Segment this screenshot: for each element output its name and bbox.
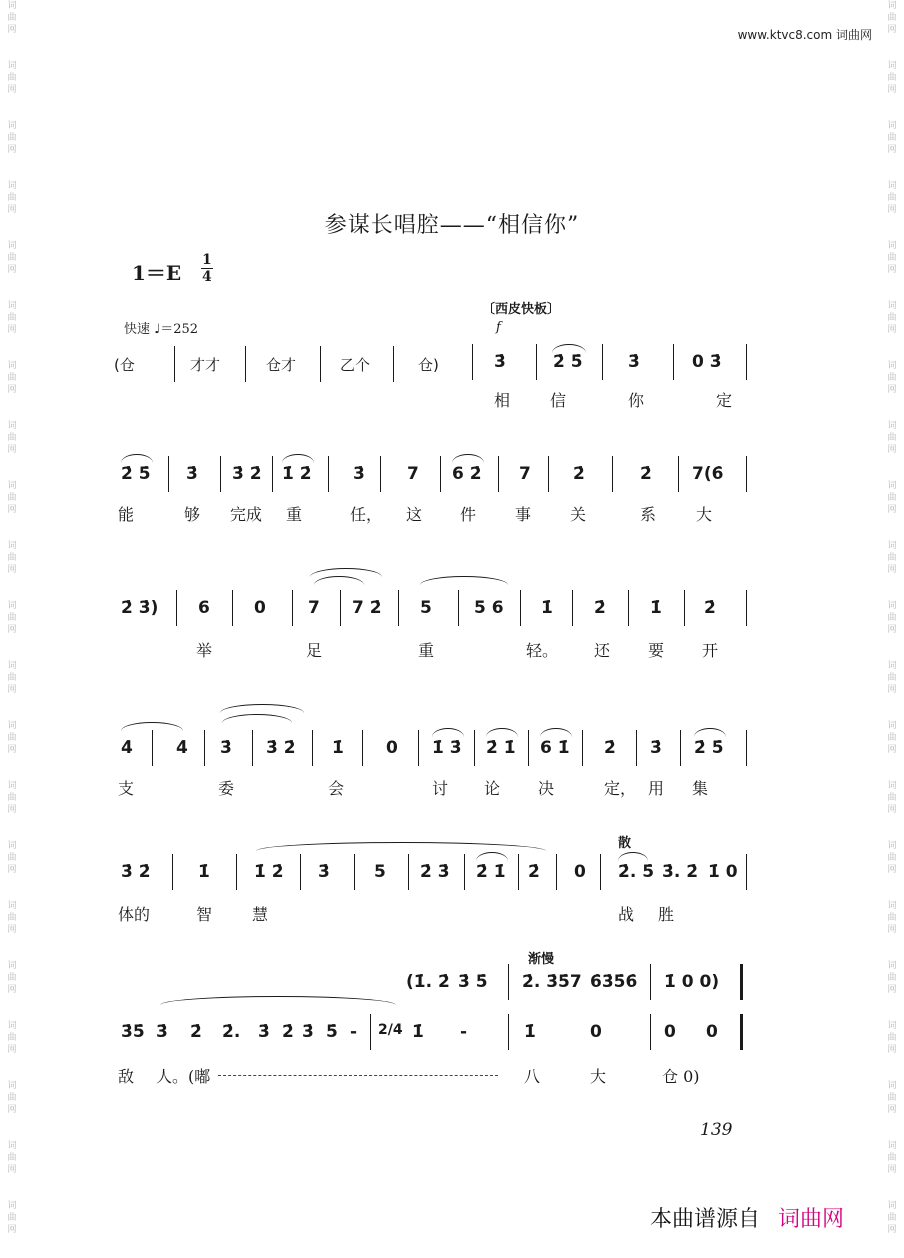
watermark-text: 词曲网 (887, 541, 897, 575)
lyric: 足 (306, 641, 323, 660)
note: 2̇ 5̇ (694, 738, 724, 758)
barline (746, 590, 747, 626)
note: (仓 (114, 356, 135, 374)
barline (612, 456, 613, 492)
note: 乙个 (340, 356, 371, 374)
lyric: 能 (118, 505, 135, 524)
note: 7(6̇ (692, 464, 724, 484)
lyric: 系 (640, 505, 657, 524)
note: 2̇ (640, 464, 652, 484)
barline (520, 590, 521, 626)
key-signature: 1＝E (132, 261, 182, 285)
dynamic-marking: f (496, 320, 501, 335)
lyric: 慧 (252, 905, 269, 924)
watermark-text: 词曲网 (887, 181, 897, 215)
watermark-text: 词曲网 (7, 121, 17, 155)
note: 1̇ (650, 598, 662, 618)
lyric: 人。(嘟 (156, 1067, 211, 1086)
barline (572, 590, 573, 626)
page-title: 参谋长唱腔——“相信你” (324, 213, 580, 238)
note: 1̇ (524, 1022, 536, 1042)
watermark-text: 词曲网 (887, 121, 897, 155)
slur (618, 852, 648, 861)
barline (320, 346, 321, 382)
note: 0 (574, 862, 586, 882)
meter-denominator: 4 (202, 269, 212, 285)
note: 4̇ (121, 738, 133, 758)
watermark-text: 词曲网 (887, 361, 897, 395)
note: 仓) (418, 356, 439, 374)
slur (256, 842, 546, 851)
note: 2̇ (573, 464, 585, 484)
barline (174, 346, 175, 382)
lyric: 这 (406, 505, 423, 524)
slur (432, 728, 464, 737)
note: 6 (198, 598, 210, 618)
slur (314, 576, 364, 585)
lyric: 举 (196, 641, 213, 660)
watermark-text: 词曲网 (887, 961, 897, 995)
system-1 (0, 340, 904, 430)
lyric: 论 (484, 779, 501, 798)
lyric: 八 (524, 1067, 541, 1086)
watermark-text: 词曲网 (887, 1141, 897, 1175)
watermark-text: 词曲网 (887, 1201, 897, 1235)
watermark-text: 词曲网 (887, 1021, 897, 1055)
note: 2̇ (604, 738, 616, 758)
barline (746, 854, 747, 890)
watermark-text: 词曲网 (7, 541, 17, 575)
lyric: 定， (604, 779, 637, 798)
barline (740, 1014, 743, 1050)
slur (486, 728, 518, 737)
barline (680, 730, 681, 766)
note: 2̇. 5̇ (618, 862, 655, 882)
watermark-text: 词曲网 (7, 961, 17, 995)
note: 2/4 (378, 1022, 403, 1038)
watermark-text: 词曲网 (7, 1021, 17, 1055)
barline (582, 730, 583, 766)
note: 2̇ 3̇ (420, 862, 450, 882)
lyric: 定 (716, 391, 733, 410)
watermark-text: 词曲网 (7, 601, 17, 635)
note: 1̇ 0 0) (664, 972, 720, 992)
barline (628, 590, 629, 626)
barline (474, 730, 475, 766)
lyric: 事 (515, 505, 532, 524)
note: 2̇ 3̇) (121, 598, 159, 618)
page-number: 139 (700, 1120, 733, 1140)
note: 1̇ 0 (708, 862, 738, 882)
watermark-text: 词曲网 (7, 181, 17, 215)
note: 5̇ (326, 1022, 338, 1042)
lyric: 任， (350, 505, 383, 524)
site-url: www.ktvc8.com 词曲网 (737, 28, 872, 42)
note: 5 (420, 598, 432, 618)
note: 7 (407, 464, 419, 484)
note: 2̇ 1̇ (476, 862, 506, 882)
slur (222, 714, 292, 723)
barline (272, 456, 273, 492)
barline (328, 456, 329, 492)
watermark-text: 词曲网 (887, 1081, 897, 1115)
watermark-text: 词曲网 (887, 841, 897, 875)
lyric: 用 (648, 779, 665, 798)
slur (121, 454, 153, 463)
barline (220, 456, 221, 492)
banqiang-marking: 〔西皮快板〕 (482, 302, 561, 317)
note: 3̇. 2̇ (662, 862, 699, 882)
barline (245, 346, 246, 382)
barline (528, 730, 529, 766)
barline (556, 854, 557, 890)
lyric: 战 (618, 905, 635, 924)
note: 1̇ 2̇ (254, 862, 284, 882)
watermark-text: 词曲网 (7, 241, 17, 275)
note: 2̇. 3̇5̇7 (522, 972, 582, 992)
watermark-text: 词曲网 (7, 841, 17, 875)
watermark-text: 词曲网 (887, 721, 897, 755)
watermark-text: 词曲网 (7, 1, 17, 35)
watermark-text: 词曲网 (7, 901, 17, 935)
barline (370, 1014, 371, 1050)
lyric: 讨 (432, 779, 449, 798)
watermark-text: 词曲网 (887, 481, 897, 515)
note: 2̇ (190, 1022, 202, 1042)
watermark-text: 词曲网 (887, 661, 897, 695)
note: 3̇ (494, 352, 506, 372)
barline (464, 854, 465, 890)
barline (472, 344, 473, 380)
barline (204, 730, 205, 766)
barline (458, 590, 459, 626)
note: 0 (386, 738, 398, 758)
lyric: 重 (286, 505, 303, 524)
barline (746, 344, 747, 380)
barline (292, 590, 293, 626)
note: 1̇ (412, 1022, 424, 1042)
watermark-text: 词曲网 (887, 61, 897, 95)
note: 2̇ 1̇ (486, 738, 516, 758)
note: 3̇ (628, 352, 640, 372)
slur (476, 852, 508, 861)
barline (172, 854, 173, 890)
note: 3̇ 2̇ (266, 738, 296, 758)
lyric: 敌 (118, 1067, 135, 1086)
lyric: 轻。 (526, 641, 559, 660)
note: 0 (590, 1022, 602, 1042)
barline (650, 964, 651, 1000)
barline (232, 590, 233, 626)
note: 3̇ 2̇ (121, 862, 151, 882)
note: 1̇ (541, 598, 553, 618)
lyric: 完成 (230, 505, 263, 524)
note: 2̇. (222, 1022, 241, 1042)
lyric: 够 (184, 505, 201, 524)
barline (678, 456, 679, 492)
note: 3̇5̇ (121, 1022, 145, 1042)
barline (673, 344, 674, 380)
barline (152, 730, 153, 766)
watermark-text: 词曲网 (887, 601, 897, 635)
note: 4̇ (176, 738, 188, 758)
watermark-text: 词曲网 (7, 301, 17, 335)
note: 2̇ (528, 862, 540, 882)
note: 仓才 (266, 356, 297, 374)
note: 3̇ (186, 464, 198, 484)
barline (398, 590, 399, 626)
lyric: 你 (628, 391, 645, 410)
note: 5 6 (474, 598, 504, 618)
watermark-text: 词曲网 (887, 241, 897, 275)
lyric: 开 (702, 641, 719, 660)
note: 7 2̇ (352, 598, 382, 618)
system-5 (0, 840, 904, 930)
watermark-text: 词曲网 (7, 1201, 17, 1235)
lyric: 集 (692, 779, 709, 798)
source-brand: 词曲网 (778, 1207, 845, 1232)
barline (508, 964, 509, 1000)
note: (1̇. 2̇ (406, 972, 450, 992)
system-2 (0, 452, 904, 542)
note: 1̇ (332, 738, 344, 758)
barline (684, 590, 685, 626)
note: 3̇ (156, 1022, 168, 1042)
tempo-marking: 快速 ♩＝252 (124, 322, 199, 337)
note: 6 2̇ (452, 464, 482, 484)
lyric: 件 (460, 505, 477, 524)
barline (746, 730, 747, 766)
watermark-text: 词曲网 (887, 781, 897, 815)
barline (252, 730, 253, 766)
barline (746, 456, 747, 492)
note: 3̇ 5̇ (458, 972, 488, 992)
lyric: 还 (594, 641, 611, 660)
note: 0 3̇ (692, 352, 722, 372)
note: 2̇ (594, 598, 606, 618)
note: 3̇ (258, 1022, 270, 1042)
lyric: 决 (538, 779, 555, 798)
note: 3̇ 2̇ (232, 464, 262, 484)
note: 1̇ (198, 862, 210, 882)
watermark-text: 词曲网 (887, 901, 897, 935)
watermark-text: 词曲网 (887, 301, 897, 335)
barline (168, 456, 169, 492)
slur (220, 704, 304, 713)
lyric: 支 (118, 779, 135, 798)
note: - (350, 1022, 358, 1042)
slur (694, 728, 726, 737)
note: 7 (519, 464, 531, 484)
barline (408, 854, 409, 890)
system-6 (0, 1000, 904, 1090)
lyric: 大 (696, 505, 713, 524)
lyric: 关 (570, 505, 587, 524)
barline (536, 344, 537, 380)
note: 3̇ (302, 1022, 314, 1042)
barline (236, 854, 237, 890)
jianman-marking: 渐慢 (528, 952, 555, 967)
system-6-upper (0, 962, 904, 1002)
watermark-text: 词曲网 (7, 721, 17, 755)
watermark-text: 词曲网 (7, 661, 17, 695)
barline (602, 344, 603, 380)
note: 1̇ 3̇ (432, 738, 462, 758)
watermark-text: 词曲网 (7, 61, 17, 95)
source-credit (650, 1202, 844, 1233)
note: 1̇ 2̇ (282, 464, 312, 484)
lyric: 体的 (118, 905, 151, 924)
slur (282, 454, 314, 463)
lyric: 委 (218, 779, 235, 798)
note: 3̇ (318, 862, 330, 882)
barline (354, 854, 355, 890)
barline (300, 854, 301, 890)
note: 2̇ 5̇ (121, 464, 151, 484)
watermark-text: 词曲网 (7, 1081, 17, 1115)
barline (362, 730, 363, 766)
source-prefix: 本曲谱源自 (650, 1207, 761, 1232)
lyric: 信 (550, 391, 567, 410)
watermark-text: 词曲网 (7, 421, 17, 455)
note: 3̇ (353, 464, 365, 484)
note: 0 (664, 1022, 676, 1042)
note: 3̇ (650, 738, 662, 758)
note: 3̇ (220, 738, 232, 758)
slur (540, 728, 572, 737)
barline (440, 456, 441, 492)
lyric: 大 (590, 1067, 607, 1086)
slur (452, 454, 484, 463)
note: 2̇ (704, 598, 716, 618)
lyric: 胜 (658, 905, 675, 924)
watermark-text: 词曲网 (7, 481, 17, 515)
slur (420, 576, 508, 585)
lyric: 智 (196, 905, 213, 924)
lyric: 会 (328, 779, 345, 798)
note: 0 (706, 1022, 718, 1042)
meter-numerator: 1 (202, 252, 212, 268)
lyric: 相 (494, 391, 511, 410)
barline (312, 730, 313, 766)
dash-line (218, 1075, 498, 1076)
barline (418, 730, 419, 766)
system-3 (0, 570, 904, 660)
note: 0 (254, 598, 266, 618)
san-marking: 散 (618, 836, 632, 851)
lyric: 重 (418, 641, 435, 660)
barline (340, 590, 341, 626)
watermark-text: 词曲网 (887, 421, 897, 455)
note: 才才 (190, 356, 221, 374)
barline (176, 590, 177, 626)
note: 5 (374, 862, 386, 882)
barline (518, 854, 519, 890)
barline (600, 854, 601, 890)
barline (548, 456, 549, 492)
lyric: 要 (648, 641, 665, 660)
watermark-text: 词曲网 (887, 1, 897, 35)
barline (393, 346, 394, 382)
watermark-text: 词曲网 (7, 361, 17, 395)
barline (650, 1014, 651, 1050)
note: - (460, 1022, 468, 1042)
barline (498, 456, 499, 492)
watermark-text: 词曲网 (7, 1141, 17, 1175)
time-signature (201, 252, 213, 285)
note: 6̇3̇5̇6̇ (590, 972, 638, 992)
note: 7 (308, 598, 320, 618)
lyric: 仓 0) (662, 1067, 700, 1086)
note: 2̇ (282, 1022, 294, 1042)
watermark-text: 词曲网 (7, 781, 17, 815)
barline (636, 730, 637, 766)
note: 2̇ 5̇ (553, 352, 583, 372)
barline (508, 1014, 509, 1050)
note: 6 1̇ (540, 738, 570, 758)
barline (380, 456, 381, 492)
barline (740, 964, 743, 1000)
